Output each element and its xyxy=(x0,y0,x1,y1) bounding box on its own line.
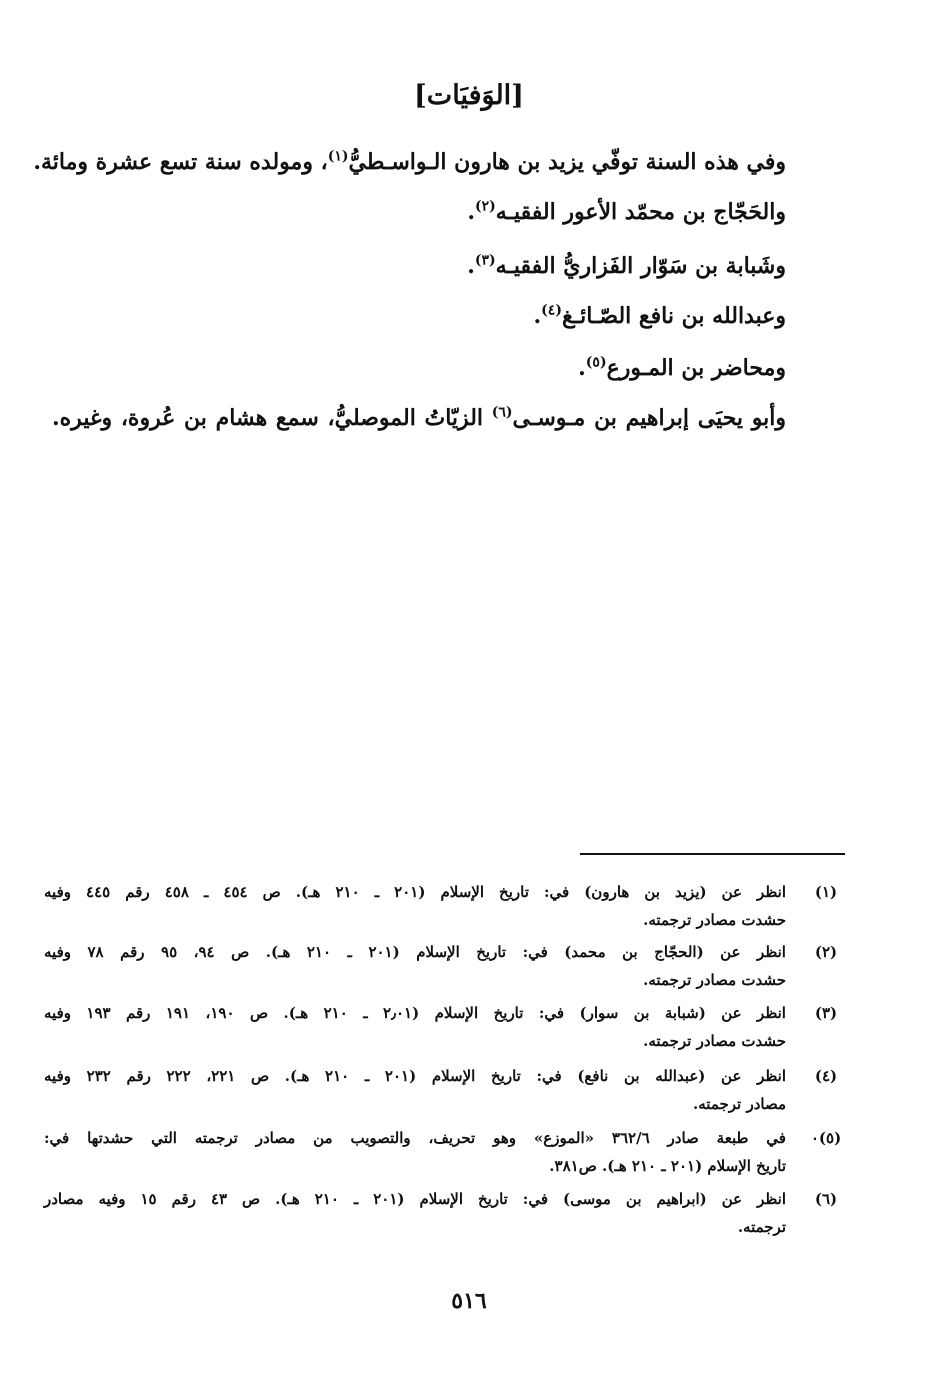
entry-tail: . xyxy=(533,303,542,329)
entry-text: والحَجّاج بن محمّد الأعور الفقيـه xyxy=(495,199,786,225)
footnote-5 xyxy=(44,1124,846,1180)
footnote-ref: (٦) xyxy=(491,404,513,421)
footnote-1 xyxy=(44,878,846,934)
footnote-ref: (٢) xyxy=(474,198,496,215)
footnote-separator xyxy=(580,853,845,855)
footnote-text-line-1: انظر عن (شبابة بن سوار) في: تاريخ الإسلام (٢٫٠١ ـ ٢١٠ هـ). ص ١٩٠، ١٩١ رقم ١٩٣ وفيه xyxy=(44,1004,786,1022)
page-number: ٥١٦ xyxy=(451,1288,487,1314)
footnote-ref: (٥) xyxy=(585,354,607,371)
entry-tail: . xyxy=(467,253,475,279)
footnote-text-line-2: حشدت مصادر ترجمته. xyxy=(643,971,786,989)
footnote-ref: (٣) xyxy=(474,252,496,269)
footnote-text-line-1: انظر عن (الحجّاج بن محمد) في: تاريخ الإسلام (٢٠١ ـ ٢١٠ هـ). ص ٩٤، ٩٥ رقم ٧٨ وفيه xyxy=(44,943,786,961)
entry-tail: ، ومولده سنة تسع عشرة ومائة. xyxy=(33,149,328,175)
footnote-ref: (٤) xyxy=(541,302,562,319)
entry-tail: الزيّاتُ الموصليُّ، سمع هشام بن عُروة، وغيره. xyxy=(52,405,492,431)
footnote-text-line-2: حشدت مصادر ترجمته. xyxy=(643,911,786,929)
footnote-text-line-1: في طبعة صادر ٣٦٢/٦ «الموزع» وهو تحريف، والتصويب من مصادر ترجمته التي حشدتها في: xyxy=(44,1129,786,1147)
entry-tail: . xyxy=(467,199,475,225)
entry-tail: . xyxy=(578,355,586,381)
footnote-number: (٥)٠ xyxy=(810,1129,842,1147)
footnote-number: (٢) xyxy=(814,943,838,961)
footnote-text-line-2: مصادر ترجمته. xyxy=(693,1095,786,1113)
footnote-2 xyxy=(44,938,846,994)
footnote-ref: (١) xyxy=(327,148,349,165)
entry-text: وأبو يحيَى إبراهيم بن مـوسـى xyxy=(512,405,786,431)
footnote-6 xyxy=(44,1185,846,1241)
footnote-3 xyxy=(44,999,846,1055)
entry-text: وعبدالله بن نافع الصّـائـغ xyxy=(561,303,786,329)
section-heading: [الوَفيَات] xyxy=(414,80,524,111)
footnote-text-line-2: ترجمته. xyxy=(737,1218,786,1236)
entry-text: وفي هذه السنة توفّي يزيد بن هارون الـواسـطيُّ xyxy=(348,149,786,175)
entry-text: ومحاضر بن المـورع xyxy=(606,355,786,381)
footnote-4 xyxy=(44,1062,846,1118)
footnote-text-line-2: حشدت مصادر ترجمته. xyxy=(643,1032,786,1050)
entry-yazid-line-1 xyxy=(33,144,786,180)
footnote-number: (٣) xyxy=(814,1004,838,1022)
footnote-number: (٤) xyxy=(814,1067,838,1085)
entry-text: وشَبابة بن سَوّار الفَزاريُّ الفقيـه xyxy=(495,253,786,279)
entry-abdullah xyxy=(52,298,786,334)
entry-shababa xyxy=(52,248,786,284)
footnote-number: (١) xyxy=(814,883,838,901)
footnote-text-line-1: انظر عن (يزيد بن هارون) في: تاريخ الإسلام (٢٠١ ـ ٢١٠ هـ). ص ٤٥٤ ـ ٤٥٨ رقم ٤٤٥ وفيه xyxy=(44,883,786,901)
entry-abu-yahya xyxy=(52,400,786,436)
footnote-text-line-2: تاريخ الإسلام (٢٠١ ـ ٢١٠ هـ). ص٣٨١. xyxy=(549,1157,786,1175)
footnote-number: (٦) xyxy=(814,1190,838,1208)
footnote-text-line-1: انظر عن (ابراهيم بن موسى) في: تاريخ الإسلام (٢٠١ ـ ٢١٠ هـ). ص ٤٣ رقم ١٥ وفيه مصادر xyxy=(44,1190,786,1208)
entry-muhadir xyxy=(52,350,786,386)
footnote-text-line-1: انظر عن (عبدالله بن نافع) في: تاريخ الإسلام (٢٠١ ـ ٢١٠ هـ). ص ٢٢١، ٢٢٢ رقم ٢٣٢ وفيه xyxy=(44,1067,786,1085)
entry-hajjaj xyxy=(52,194,786,230)
